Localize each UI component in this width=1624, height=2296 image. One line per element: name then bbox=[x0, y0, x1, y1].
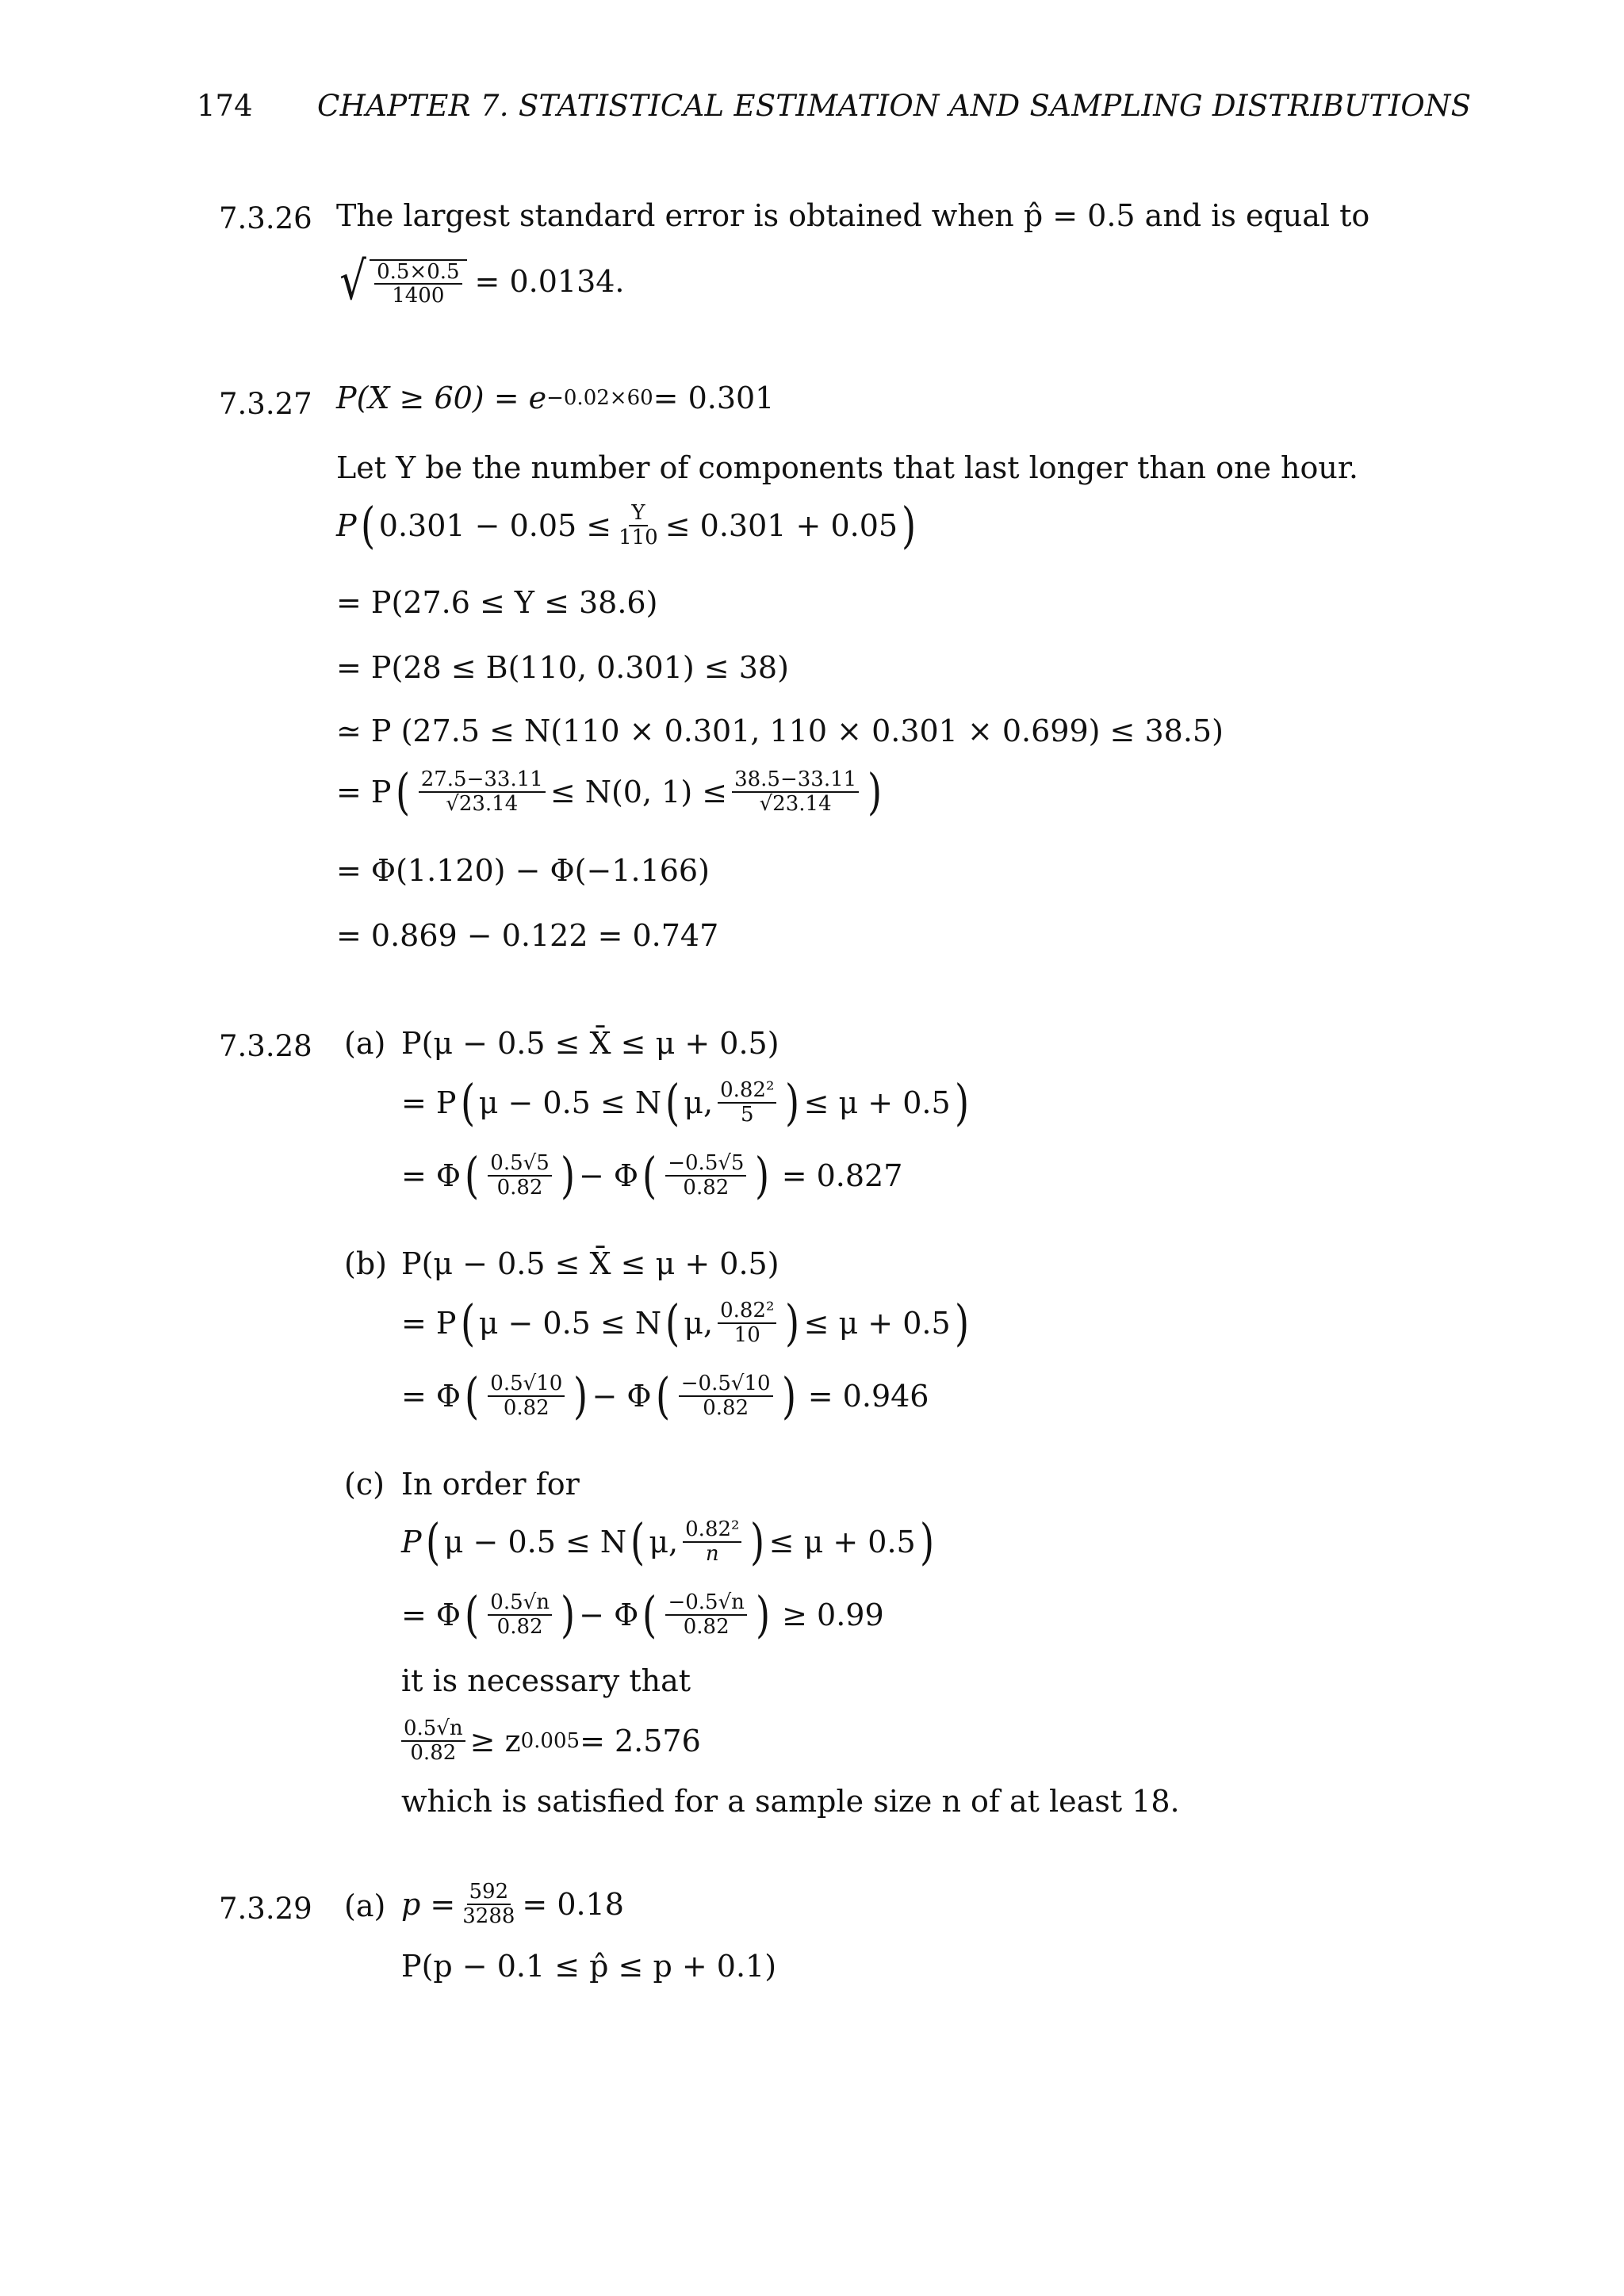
p28-b-line1: P(μ − 0.5 ≤ X̄ ≤ μ + 0.5) bbox=[401, 1246, 779, 1281]
p28-b-line2: = P ( μ − 0.5 ≤ N ( μ, $\frac{\text{0.82²}}{10}$ ) ≤ μ + 0.5 ) bbox=[401, 1294, 969, 1352]
p29-a-label: (a) bbox=[344, 1888, 386, 1923]
p27-line1: P(X ≥ 60) = e −0.02×60 = 0.301 bbox=[336, 381, 775, 415]
p28-a-line3: = Φ ( $\frac{0.5√5}{0.82}$ ) − Φ ( $\frac{-0.5√5}{0.82}$ ) = 0.827 bbox=[401, 1146, 903, 1204]
p28-c-label: (c) bbox=[344, 1467, 385, 1502]
problem-number-7-3-28: 7.3.28 bbox=[219, 1029, 312, 1063]
p28-a-line1: P(μ − 0.5 ≤ X̄ ≤ μ + 0.5) bbox=[401, 1026, 779, 1061]
p29-a-line2: P(p − 0.1 ≤ p̂ ≤ p + 0.1) bbox=[401, 1949, 777, 1984]
p28-c-line6: which is satisfied for a sample size n of at least 18. bbox=[401, 1784, 1180, 1819]
p29-a-line1: p = $\frac{592}{3288}$ = 0.18 bbox=[401, 1880, 624, 1928]
p27-line7: = P ( $\frac{27.5-33.11}{√23.14}$ ≤ N(0, 1) ≤ $\frac{38.5-33.11}{√23.14}$ ) bbox=[336, 763, 883, 821]
page-number: 174 bbox=[197, 89, 253, 123]
p28-c-line1: In order for bbox=[401, 1467, 580, 1502]
p28-c-line3: = Φ ( $\frac{0.5√n}{0.82}$ ) − Φ ( $\frac{-0.5√n}{0.82}$ ) ≥ 0.99 bbox=[401, 1586, 884, 1644]
p26-text: The largest standard error is obtained when p̂ = 0.5 and is equal to bbox=[336, 198, 1370, 233]
problem-number-7-3-29: 7.3.29 bbox=[219, 1892, 312, 1926]
p28-c-line4: it is necessary that bbox=[401, 1663, 691, 1698]
p27-line8: = Φ(1.120) − Φ(−1.166) bbox=[336, 853, 710, 888]
p27-line3: P ( 0.301 − 0.05 ≤ $\frac{Y}{110}$ ≤ 0.301 + 0.05 ) bbox=[336, 496, 917, 554]
chapter-title: CHAPTER 7. STATISTICAL ESTIMATION AND SAMPLING DISTRIBUTIONS bbox=[317, 89, 1472, 123]
p28-c-line5: $\frac{0.5√n}{0.82}$ ≥ z 0.005 = 2.576 bbox=[401, 1717, 701, 1764]
p28-a-line2: = P ( μ − 0.5 ≤ N ( μ, $\frac{\text{0.82²}}{5}$ ) ≤ μ + 0.5 ) bbox=[401, 1073, 969, 1131]
p28-c-line2: P ( μ − 0.5 ≤ N ( μ, $\frac{\text{0.82²}}{n}$ ) ≤ μ + 0.5 ) bbox=[401, 1513, 934, 1571]
p27-line9: = 0.869 − 0.122 = 0.747 bbox=[336, 918, 719, 953]
problem-number-7-3-26: 7.3.26 bbox=[219, 201, 312, 235]
p28-a-label: (a) bbox=[344, 1026, 386, 1061]
p28-b-line3: = Φ ( $\frac{0.5√10}{0.82}$ ) − Φ ( $\frac{-0.5√10}{0.82}$ ) = 0.946 bbox=[401, 1367, 929, 1425]
problem-number-7-3-27: 7.3.27 bbox=[219, 387, 312, 421]
p27-line4: = P(27.6 ≤ Y ≤ 38.6) bbox=[336, 585, 658, 620]
p27-line2: Let Y be the number of components that last longer than one hour. bbox=[336, 450, 1358, 485]
p26-sqrt-expression: √ $\frac{0.5\times 0.5}{1400}$ = 0.0134. bbox=[339, 251, 625, 312]
p27-line5: = P(28 ≤ B(110, 0.301) ≤ 38) bbox=[336, 650, 789, 685]
p28-b-label: (b) bbox=[344, 1246, 387, 1281]
p27-line6: ≃ P (27.5 ≤ N(110 × 0.301, 110 × 0.301 × 0.699) ≤ 38.5) bbox=[336, 714, 1224, 748]
